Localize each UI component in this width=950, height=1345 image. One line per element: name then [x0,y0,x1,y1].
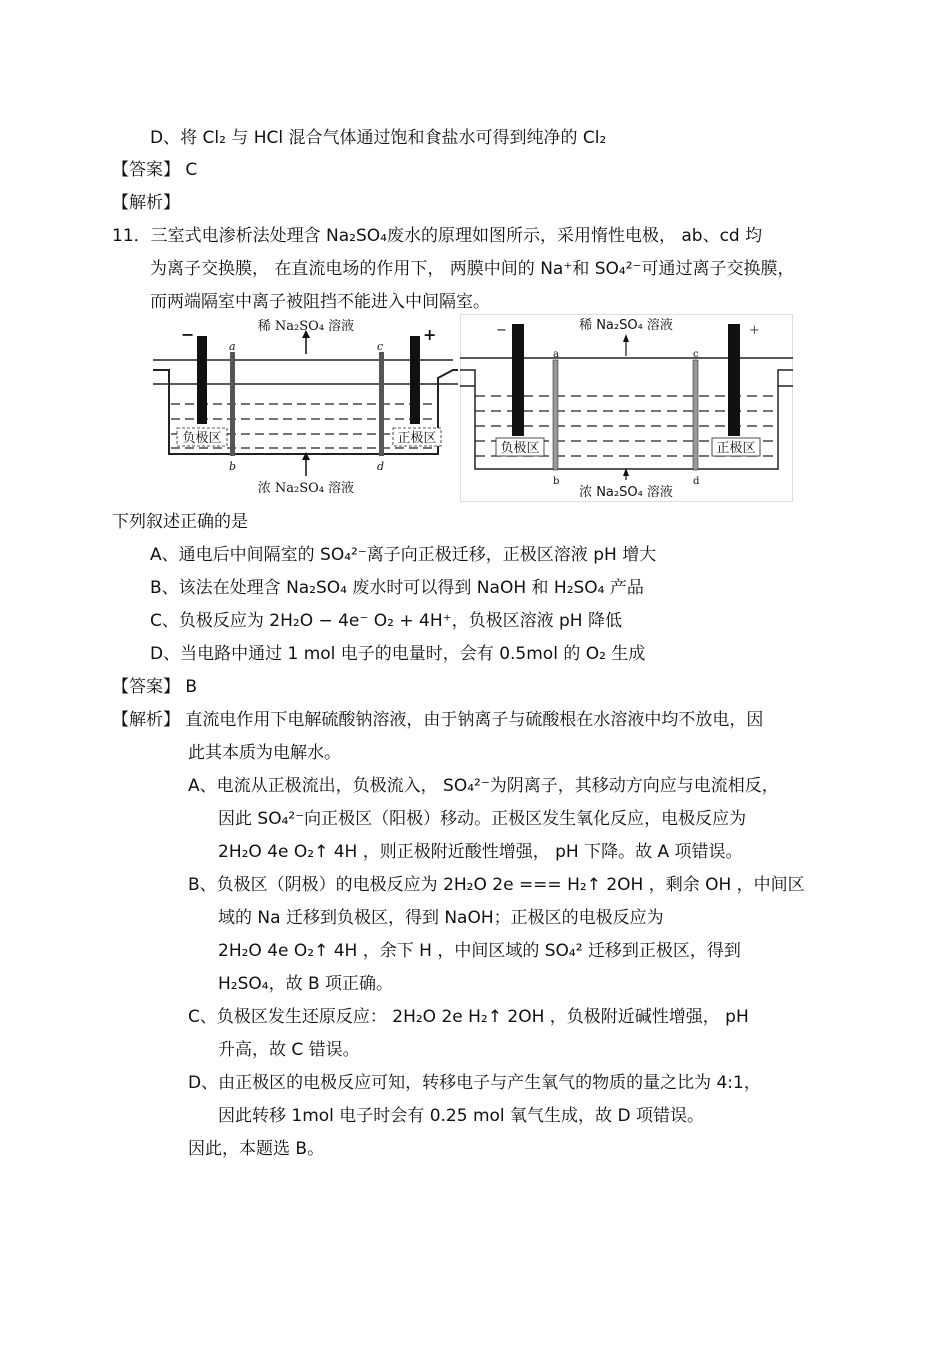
membrane-cd-2 [693,360,698,470]
analysis-line: 直流电作用下电解硫酸钠溶液，由于钠离子与硫酸根在水溶液中均不放电，因 [185,710,764,730]
negative-electrode-2 [512,324,524,436]
label-a-2: a [553,349,559,360]
analysis-equation: 2H₂O 4e O₂↑ 4H ，则正极附近酸性增强， pH 下降。故 A 项错误。 [218,842,743,862]
analysis-equation: 2H₂O 4e O₂↑ 4H ，余下 H ，中间区域的 SO₄² 迁移到正极区，得到 [218,941,741,961]
label-d: d [377,460,385,473]
answer-value: B [185,677,198,697]
positive-region-label: 正极区 [397,431,437,446]
analysis-line: H₂SO₄，故 B 项正确。 [218,974,394,994]
analysis-line: A、电流从正极流出，负极流入， SO₄²⁻为阴离子，其移动方向应与电流相反， [188,776,779,796]
q11-stem-line1: 11．三室式电渗析法处理含 Na₂SO₄废水的原理如图所示，采用惰性电极， ab、cd 均 [112,226,763,246]
q11-option-a: A、通电后中间隔室的 SO₄²⁻离子向正极迁移，正极区溶液 pH 增大 [150,545,657,565]
electrodialysis-figure-right [460,314,793,502]
q11-stem-line2: 为离子交换膜， 在直流电场的作用下， 两膜中间的 Na⁺和 SO₄²⁻可通过离子交换膜， [150,259,795,279]
positive-region-label-2: 正极区 [716,441,756,456]
analysis-line: D、由正极区的电极反应可知，转移电子与产生氧气的物质的量之比为 4:1， [188,1073,761,1093]
membrane-cd [379,352,384,456]
negative-sign-2: − [496,323,507,338]
q11-option-d: D、当电路中通过 1 mol 电子的电量时，会有 0.5mol 的 O₂ 生成 [150,644,646,664]
positive-electrode [410,336,420,424]
bottom-solution-label: 浓 Na₂SO₄ 溶液 [257,481,355,496]
q11-question: 下列叙述正确的是 [112,512,248,532]
label-d-2: d [693,476,700,487]
label-c: c [377,340,384,353]
analysis-line: 因此转移 1mol 电子时会有 0.25 mol 氧气生成，故 D 项错误。 [218,1106,704,1126]
analysis-tag: 【解析】 [112,710,180,730]
analysis-line: C、负极区发生还原反应： 2H₂O 2e H₂↑ 2OH ，负极附近碱性增强， pH [188,1007,749,1027]
label-b: b [229,460,237,473]
negative-electrode [197,336,207,424]
q11-option-b: B、该法在处理含 Na₂SO₄ 废水时可以得到 NaOH 和 H₂SO₄ 产品 [150,578,644,598]
positive-sign-2: + [749,323,760,338]
bottom-solution-label-2: 浓 Na₂SO₄ 溶液 [579,485,673,500]
negative-sign: − [181,325,195,344]
positive-sign: + [423,325,437,344]
positive-electrode-2 [728,324,740,436]
answer-tag: 【答案】 [112,160,180,180]
answer-value: C [185,160,198,180]
q11-option-c: C、负极反应为 2H₂O − 4e⁻ O₂ + 4H⁺，负极区溶液 pH 降低 [150,611,622,631]
answer-tag: 【答案】 [112,677,180,697]
q10-answer-row [112,159,197,181]
analysis-line: 域的 Na 迁移到负极区，得到 NaOH；正极区的电极反应为 [218,908,664,928]
label-b-2: b [553,476,560,487]
q11-analysis-row [112,709,763,731]
q11-answer-row [112,676,197,698]
label-a: a [229,340,236,353]
membrane-ab [230,352,235,456]
negative-region-label-2: 负极区 [500,441,540,456]
top-solution-label-2: 稀 Na₂SO₄ 溶液 [579,318,673,333]
analysis-line: 此其本质为电解水。 [188,743,341,763]
membrane-ab-2 [553,360,558,470]
analysis-line: 因此 SO₄²⁻向正极区（阳极）移动。正极区发生氧化反应，电极反应为 [218,809,747,829]
electrodialysis-figure-left [153,314,458,502]
analysis-line: 升高，故 C 错误。 [218,1040,360,1060]
analysis-line: B、负极区（阴极）的电极反应为 2H₂O 2e === H₂↑ 2OH ，剩余 OH ，中间区 [188,875,805,895]
label-c-2: c [693,349,699,360]
q11-stem-line3: 而两端隔室中离子被阻挡不能进入中间隔室。 [150,292,490,312]
analysis-conclusion: 因此，本题选 B。 [188,1139,325,1159]
q10-option-d: D、将 Cl₂ 与 HCl 混合气体通过饱和食盐水可得到纯净的 Cl₂ [150,128,607,148]
q10-analysis-tag: 【解析】 [112,193,180,213]
top-solution-label: 稀 Na₂SO₄ 溶液 [257,319,355,334]
negative-region-label: 负极区 [182,431,222,446]
